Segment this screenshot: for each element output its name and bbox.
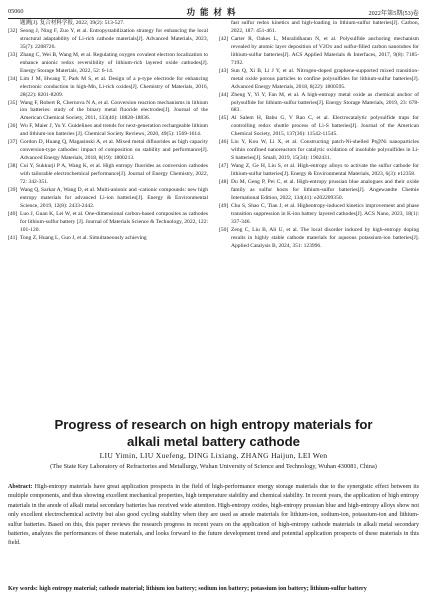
reference-number: [47] xyxy=(219,163,229,170)
reference-text: Zheng Y, Yi Y, Fan M, et al. A high-entropy metal oxide as chemical anchor of polysulfide for lithium-sulfur batteries[J]. Energy Storage Materials, 2019, 23: 678-683. xyxy=(231,91,419,114)
reference-text: Zeng C, Liu B, Ali U, et al. The local disorder induced by high-entropy doping results in highly stable cathode materials for aqueous potassium-ion batteries[J]. Applied Catalysis B, 2024, 351: 123996. xyxy=(231,226,419,249)
reference-number: [49] xyxy=(219,202,229,209)
reference-item xyxy=(8,163,208,187)
journal-name: 功能材料 xyxy=(186,7,241,17)
reference-item xyxy=(8,211,208,235)
reference-number: [33] xyxy=(8,51,18,58)
reference-number: [43] xyxy=(219,67,229,74)
reference-item xyxy=(219,36,419,68)
issue-info: 2022年第5期(53)卷 xyxy=(368,10,419,17)
abstract xyxy=(8,483,419,549)
reference-item xyxy=(8,20,208,28)
title-line: alkali metal battery cathode xyxy=(127,434,300,449)
reference-text: Zhang C, Wei B, Wang M, et al. Regulating oxygen covalent electron localization to enhance anionic redox reversibility of lithium-rich layered oxide cathodes[J]. Energy Storage Materials, 2022, 52: 6-14. xyxy=(20,51,208,74)
reference-item xyxy=(219,179,419,203)
reference-item xyxy=(219,227,419,251)
reference-item xyxy=(219,139,419,163)
reference-text: Lim J M, Hwang T, Park M S, et al. Design of a p-type electrode for enhancing electronic conduction in high-Mn, Li-rich oxides[J]. Chemistry of Materials, 2016, 28(22): 8201-8209. xyxy=(20,75,208,98)
keywords-label: Key words: xyxy=(8,586,38,592)
reference-number: [32] xyxy=(8,27,18,34)
reference-text: Seong J, Ning F, Zuo Y, et al. Entropystabilization strategy for enhancing the local structural adaptability of Li-rich cathode materials[J]. Advanced Materials, 2023, 35(7): 2208726. xyxy=(20,27,208,50)
reference-number: [46] xyxy=(219,139,229,146)
reference-text: Sun Q, Xi B, Li J Y, et al. Nitrogen-doped graphene-supported mixed transition-metal oxide porous particles to confine polysulfides for lithium-sulfur batteries[J]. Advanced Energy Materials, 2018, 8(22): 1800595. xyxy=(231,67,419,90)
reference-number: [45] xyxy=(219,115,229,122)
reference-text: Al Salem H, Babu G, V Rao C, et al. Electrocatalytic polysulfide traps for controlling redox shuttle process of Li-S batteries[J]. Journal of the American Chemical Society, 2015, 137(36): 11542-11545. xyxy=(231,115,419,138)
reference-number: [42] xyxy=(219,35,229,42)
reference-text: Wang Z, Ge H, Liu S, et al. High-entropy alloys to activate the sulfur cathode for lithium-sulfur batteries[J]. Energy & Environmental Materials, 2023, 6(3): e12358. xyxy=(231,163,419,178)
reference-text: Tong Z, Huang L, Guo J, et al. Simultaneously achieving xyxy=(20,234,147,241)
authors: LIU Yimin, LIU Xuefeng, DING Lixiang, ZHANG Haijun, LEI Wen xyxy=(99,451,328,460)
references-right-column xyxy=(219,20,419,251)
reference-text: Luo J, Guan K, Lei W, et al. One-dimensional carbon-based composites as cathodes for lithium-sulfur battery [J]. Journal of Materials Science & Technology, 2022, 122: 101-120. xyxy=(20,210,209,233)
reference-item xyxy=(8,52,208,76)
reference-item xyxy=(8,100,208,124)
reference-text: 题测[J]. 复合材料学报, 2022, 39(2): 513-527. xyxy=(20,20,125,26)
reference-item xyxy=(219,68,419,92)
title-line: Progress of research on high entropy materials for xyxy=(54,417,373,432)
reference-item xyxy=(219,20,419,36)
abstract-label: Abstract: xyxy=(8,484,33,490)
reference-number: [40] xyxy=(8,210,18,217)
abstract-text: High-entropy materials have great application prospects in the field of high-performance energy storage materials due to the synergistic effect between its multiple components, and thus showing excellent mechanical properties, high temperature stability and chemical stability. In recent years, the application of high entropy materials in the anode of alkali metal secondary batteries has received wide attention. High-entropy oxides, high-entropy prussian blue and high-entropy alloys show not only excellent electrochemical activity but also good cycling stability when they are used as anode materials for lithium-ion, sodium-ion, potassium-ion and lithium-sulfur batteries. Based on this, this paper reviews the research progress in recent years on the application of high-entropy cathode materials in alkali metal secondary batteries, analyzes the performances of these materials, and looks forward to the future development trend and potential application prospects of these materials in this field. xyxy=(8,484,419,547)
reference-number: [35] xyxy=(8,99,18,106)
reference-item xyxy=(219,163,419,179)
reference-number: [38] xyxy=(8,163,18,170)
reference-item xyxy=(8,28,208,52)
reference-number: [39] xyxy=(8,187,18,194)
references-section xyxy=(8,20,419,412)
reference-item xyxy=(219,92,419,116)
running-header xyxy=(8,5,419,19)
reference-text: Wang F, Robert R, Chernova N A, et al. Conversion reaction mechanisms in lithium ion batteries: study of the binary metal fluoride electrodes[J]. Journal of the American Chemical Society, 2011, 133(46): 18828-18836. xyxy=(20,99,208,122)
reference-text: Liu Y, Kou W, Li X, et al. Constructing patch-Ni-shelled Pt@Ni nanoparticles within confined nanoreactors for catalytic oxidation of insoluble polysulfides in Li-S batteries[J]. Small, 2019, 15(34): 1902431. xyxy=(231,139,419,162)
keywords xyxy=(8,585,419,594)
reference-number: [37] xyxy=(8,139,18,146)
reference-item xyxy=(8,235,208,243)
reference-number: [41] xyxy=(8,234,18,241)
reference-text: Wu F, Maier J, Yu Y. Guidelines and trends for next-generation rechargeable lithium and lithium-ion batteries [J]. Chemical Society Reviews, 2020, 49(5): 1569-1614. xyxy=(20,123,208,138)
reference-item xyxy=(8,123,208,139)
reference-item xyxy=(8,76,208,100)
reference-text: Wang Q, Sarkar A, Wang D, et al. Multi-anionic and -cationic compounds: new high entropy materials for advanced Li-ion batteries[J]. Energy & Environmental Science, 2019, 12(8): 2433-2442. xyxy=(20,187,208,209)
reference-item xyxy=(219,115,419,139)
reference-text: Gordon D, Huang Q, Magasinski A, et al. Mixed metal difluorides as high capacity conversion-type cathodes: impact of composition on stability and performance[J]. Advanced Energy Materials, 2018, 8(19): 1800213. xyxy=(20,139,208,162)
reference-item xyxy=(219,203,419,227)
reference-item xyxy=(8,187,208,211)
affiliation: (The State Key Laboratory of Refractories and Metallurgy, Wuhan University of Science and Technology, Wuhan 430081, China) xyxy=(50,463,377,470)
reference-number: [50] xyxy=(219,226,229,233)
reference-text: Carter R, Oakes L, Muralidharan N, et al. Polysulfide anchoring mechanism revealed by atomic layer deposition of V2Ox and sulfur-filled carbon nanotubes for lithium-sulfur batteries[J]. ACS Applied Materials & Interfaces, 2017, 9(8): 7185-7192. xyxy=(231,35,419,66)
page-number: 05060 xyxy=(8,8,24,15)
reference-number: [36] xyxy=(8,123,18,130)
reference-item xyxy=(8,139,208,163)
keywords-text: high entropy material; cathode material; lithium ion battery; sodium ion battery; potassium ion battery; lithium-sulfur battery xyxy=(37,586,367,592)
reference-number: [48] xyxy=(219,179,229,186)
references-left-column xyxy=(8,20,208,243)
reference-text: Chu S, Shao C, Tian J, et al. Highentropy-induced kinetics improvement and phase transition suppression in K-ion battery layered cathodes[J]. ACS Nano, 2023, 18(1): 337-346. xyxy=(231,202,419,225)
reference-text: fast sulfur redox kinetics and high-loading in lithium-sulfur batteries[J]. Carbon, 2022, 187: 451-461. xyxy=(231,20,419,34)
reference-number: [34] xyxy=(8,75,18,82)
paper-title xyxy=(0,416,427,450)
reference-text: Cui Y, Sukkurji P A, Wang K, et al. High entropy fluorides as conversion cathodes with tailorable electrochemical performance[J]. Journal of Energy Chemistry, 2022, 72: 342-351. xyxy=(20,163,208,186)
reference-text: Du M, Geng P, Pei C, et al. High-entropy prussian blue analogues and their oxide family as sulfur hosts for lithium-sulfur batteries[J]. Angewandte Chemie International Edition, 2022, 134(41): e202209350. xyxy=(231,179,419,201)
reference-number: [44] xyxy=(219,91,229,98)
